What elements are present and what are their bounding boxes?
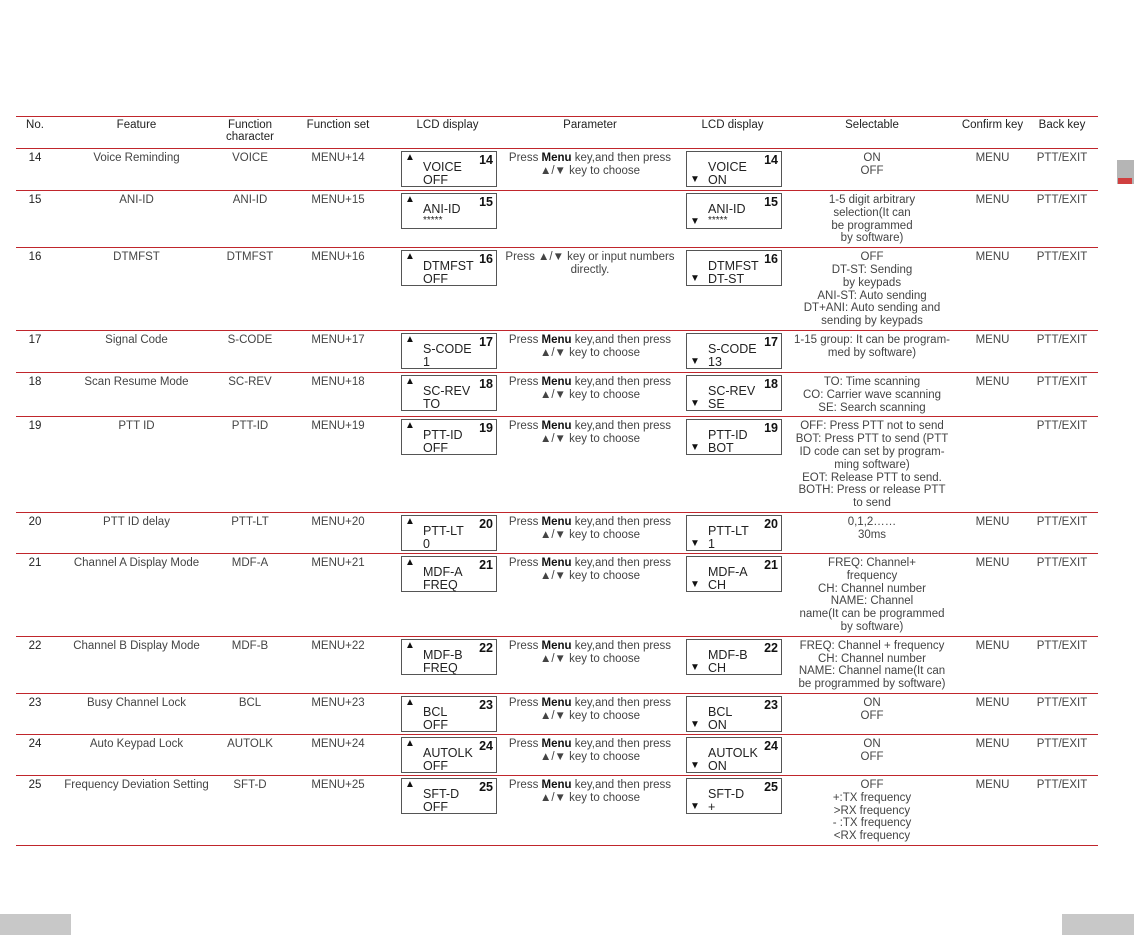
parameter-text: Press — [508, 696, 542, 709]
down-arrow-icon: ▼ — [690, 718, 700, 730]
header-lcd-display-2: LCD display — [701, 119, 764, 131]
parameter-key: Menu — [541, 556, 572, 569]
lcd-display — [401, 556, 497, 592]
parameter-text: Press — [508, 333, 542, 346]
cell-lcd-display-2 — [680, 149, 785, 191]
page-footer-right — [1062, 914, 1134, 935]
lcd-line-1: BCL — [708, 704, 733, 719]
cell-lcd-display-2 — [680, 693, 785, 734]
lcd-display — [686, 419, 782, 455]
up-arrow-icon: ▲ — [405, 375, 415, 387]
lcd-menu-number: 22 — [479, 640, 493, 655]
cell-back-key: PTT/EXIT — [1036, 152, 1088, 164]
parameter-text-rest: key,and then press ▲/▼ key to choose — [539, 696, 672, 722]
cell-feature: PTT ID delay — [103, 515, 170, 528]
parameter-text-rest: key,and then press ▲/▼ key to choose — [539, 152, 672, 177]
lcd-line-2: OFF — [423, 272, 448, 287]
cell-lcd-display — [395, 372, 500, 416]
header-parameter: Parameter — [563, 119, 617, 131]
cell-feature: Frequency Deviation Setting — [64, 778, 209, 791]
parameter-text: Press — [508, 420, 542, 433]
cell-back-key: PTT/EXIT — [1036, 420, 1088, 433]
lcd-line-2: ON — [708, 173, 727, 187]
lcd-line-2: OFF — [423, 717, 448, 732]
cell-confirm-key: MENU — [975, 556, 1010, 569]
down-arrow-icon: ▼ — [690, 273, 700, 285]
cell-no: 20 — [28, 515, 42, 528]
lcd-display — [686, 333, 782, 369]
cell-selectable: TO: Time scanning CO: Carrier wave scanning SE: Search scanning — [802, 375, 942, 414]
table-header-row — [16, 117, 1098, 149]
cell-lcd-display — [395, 775, 500, 845]
lcd-line-1: VOICE — [708, 160, 747, 174]
up-arrow-icon: ▲ — [405, 420, 415, 432]
cell-function-character: MDF-A — [231, 556, 269, 569]
parameter-text-rest: key,and then press ▲/▼ key to choose — [539, 515, 672, 541]
lcd-display — [401, 250, 497, 286]
parameter-key: Menu — [541, 515, 572, 528]
cell-back-key: PTT/EXIT — [1036, 778, 1088, 791]
cell-back-key: PTT/EXIT — [1036, 737, 1088, 750]
lcd-menu-number: 23 — [764, 697, 778, 712]
lcd-display — [686, 696, 782, 732]
down-arrow-icon: ▼ — [690, 537, 700, 549]
cell-feature: Auto Keypad Lock — [89, 737, 184, 750]
cell-lcd-display — [395, 149, 500, 191]
lcd-display — [401, 193, 497, 229]
cell-confirm-key — [959, 417, 1026, 513]
parameter-text-rest: key,and then press ▲/▼ key to choose — [539, 556, 672, 582]
cell-function-character: MDF-B — [231, 639, 269, 652]
lcd-line-1: PTT-LT — [708, 523, 749, 538]
cell-lcd-display-2 — [680, 417, 785, 513]
cell-no: 15 — [28, 194, 42, 206]
parameter-key: Menu — [541, 420, 572, 433]
cell-selectable: 1-15 group: It can be program- med by software) — [794, 333, 950, 359]
parameter-text: Press — [508, 639, 542, 652]
cell-lcd-display — [395, 417, 500, 513]
lcd-display — [686, 778, 782, 814]
lcd-line-2: ON — [708, 758, 727, 773]
lcd-menu-number: 20 — [764, 516, 778, 531]
lcd-menu-number: 22 — [764, 640, 778, 655]
table-row — [16, 417, 1098, 513]
lcd-display — [686, 250, 782, 286]
table-row — [16, 191, 1098, 248]
parameter-text: Press — [508, 152, 542, 164]
lcd-line-1: SC-REV — [423, 383, 471, 398]
parameter-key: Menu — [541, 737, 572, 750]
parameter-key: Menu — [541, 696, 572, 709]
cell-feature: Signal Code — [105, 333, 168, 346]
cell-feature: Scan Resume Mode — [84, 375, 189, 388]
cell-back-key: PTT/EXIT — [1036, 696, 1088, 709]
cell-lcd-display — [395, 553, 500, 636]
cell-confirm-key: MENU — [975, 515, 1010, 528]
lcd-line-1: PTT-ID — [708, 428, 748, 443]
lcd-line-1: MDF-B — [423, 647, 463, 662]
lcd-display — [686, 639, 782, 675]
lcd-line-1: BCL — [423, 704, 448, 719]
cell-no: 22 — [28, 639, 42, 652]
cell-function-set: MENU+23 — [311, 696, 365, 709]
lcd-line-2: OFF — [423, 441, 448, 456]
cell-parameter — [500, 191, 680, 248]
cell-function-set: MENU+14 — [311, 152, 365, 164]
cell-confirm-key: MENU — [975, 639, 1010, 652]
lcd-menu-number: 16 — [764, 252, 778, 267]
table-row — [16, 693, 1098, 734]
lcd-display — [686, 151, 782, 187]
table-row — [16, 734, 1098, 775]
cell-feature: Busy Channel Lock — [86, 696, 187, 709]
cell-feature: Channel B Display Mode — [73, 639, 200, 652]
cell-parameter — [500, 775, 680, 845]
lcd-line-1: VOICE — [423, 160, 462, 174]
down-arrow-icon: ▼ — [690, 800, 700, 812]
parameter-text: Press ▲/▼ key or input numbers directly. — [505, 251, 675, 276]
table-row — [16, 553, 1098, 636]
cell-feature: DTMFST — [113, 251, 160, 264]
cell-no: 21 — [28, 556, 42, 569]
lcd-menu-number: 14 — [764, 153, 778, 167]
lcd-display — [686, 193, 782, 229]
up-arrow-icon: ▲ — [405, 194, 415, 205]
lcd-menu-number: 15 — [479, 195, 493, 209]
cell-confirm-key: MENU — [975, 696, 1010, 709]
cell-lcd-display — [395, 191, 500, 248]
lcd-line-2: CH — [708, 577, 727, 592]
lcd-line-1: DTMFST — [423, 259, 474, 274]
cell-no: 24 — [28, 737, 42, 750]
table-row — [16, 248, 1098, 331]
parameter-text-rest: key,and then press ▲/▼ key to choose — [539, 375, 672, 401]
down-arrow-icon: ▼ — [690, 355, 700, 367]
cell-parameter — [500, 553, 680, 636]
lcd-display — [686, 515, 782, 551]
cell-function-set: MENU+20 — [311, 515, 365, 528]
cell-lcd-display — [395, 330, 500, 372]
lcd-display — [401, 737, 497, 773]
up-arrow-icon: ▲ — [405, 515, 415, 527]
lcd-line-2: 13 — [708, 354, 722, 369]
cell-function-set: MENU+16 — [311, 251, 365, 264]
up-arrow-icon: ▲ — [405, 152, 415, 163]
lcd-line-1: PTT-ID — [423, 428, 463, 443]
cell-back-key: PTT/EXIT — [1036, 375, 1088, 388]
table-row — [16, 330, 1098, 372]
cell-no: 16 — [28, 251, 42, 264]
lcd-menu-number: 19 — [764, 421, 778, 436]
cell-selectable: ON OFF — [860, 737, 884, 763]
lcd-menu-number: 18 — [479, 376, 493, 391]
cell-confirm-key: MENU — [975, 375, 1010, 388]
up-arrow-icon: ▲ — [405, 556, 415, 568]
lcd-menu-number: 17 — [479, 334, 493, 349]
lcd-line-2: DT-ST — [708, 272, 745, 287]
lcd-line-2: FREQ — [423, 577, 458, 592]
lcd-line-2: CH — [708, 660, 727, 675]
cell-parameter — [500, 248, 680, 331]
parameter-text: Press — [508, 515, 542, 528]
lcd-line-1: S-CODE — [708, 341, 757, 356]
table-row — [16, 636, 1098, 693]
cell-function-character: SFT-D — [233, 778, 267, 791]
header-function-set: Function set — [306, 119, 370, 131]
lcd-line-2: 1 — [708, 536, 715, 551]
header-no: No. — [26, 119, 44, 131]
cell-confirm-key: MENU — [975, 251, 1010, 264]
lcd-display — [401, 778, 497, 814]
cell-selectable: OFF: Press PTT not to send BOT: Press PTT to send (PTT ID code can set by program- ming software) EOT: Release PTT to send. BOTH: Press or release PTT to send — [795, 420, 949, 510]
down-arrow-icon: ▼ — [690, 174, 700, 185]
table-row — [16, 149, 1098, 191]
cell-function-set: MENU+25 — [311, 778, 365, 791]
header-function-character: Function character — [226, 119, 274, 143]
cell-function-set: MENU+22 — [311, 639, 365, 652]
down-arrow-icon: ▼ — [690, 216, 700, 227]
lcd-line-1: SFT-D — [423, 786, 460, 801]
lcd-menu-number: 25 — [479, 779, 493, 794]
cell-confirm-key: MENU — [975, 152, 1010, 164]
cell-parameter — [500, 512, 680, 553]
lcd-menu-number: 25 — [764, 779, 778, 794]
parameter-key: Menu — [541, 333, 572, 346]
lcd-display — [401, 419, 497, 455]
lcd-display — [401, 333, 497, 369]
parameter-text: Press — [508, 375, 542, 388]
cell-function-character: ANI-ID — [232, 194, 268, 206]
parameter-text: Press — [508, 556, 542, 569]
lcd-line-2: ***** — [423, 215, 443, 226]
lcd-display — [686, 737, 782, 773]
cell-parameter — [500, 149, 680, 191]
cell-back-key: PTT/EXIT — [1036, 515, 1088, 528]
lcd-menu-number: 18 — [764, 376, 778, 391]
lcd-menu-number: 23 — [479, 697, 493, 712]
down-arrow-icon: ▼ — [690, 397, 700, 409]
cell-function-character: S-CODE — [227, 333, 273, 346]
lcd-menu-number: 24 — [479, 738, 493, 753]
cell-confirm-key: MENU — [975, 194, 1010, 206]
parameter-text-rest: key,and then press ▲/▼ key to choose — [539, 420, 672, 446]
cell-lcd-display — [395, 734, 500, 775]
cell-function-set: MENU+15 — [311, 194, 365, 206]
flag-icon — [1118, 178, 1132, 184]
parameter-text-rest: key,and then press ▲/▼ key to choose — [539, 333, 672, 359]
cell-lcd-display-2 — [680, 734, 785, 775]
cell-no: 18 — [28, 375, 42, 388]
cell-function-character: PTT-LT — [231, 515, 269, 528]
lcd-display — [401, 696, 497, 732]
up-arrow-icon: ▲ — [405, 251, 415, 263]
parameter-text: Press — [508, 778, 542, 791]
lcd-line-2: ***** — [708, 215, 728, 226]
table-row — [16, 372, 1098, 416]
lcd-line-1: ANI-ID — [423, 202, 461, 216]
lcd-line-1: MDF-A — [708, 564, 748, 579]
lcd-display — [686, 375, 782, 411]
cell-confirm-key: MENU — [975, 778, 1010, 791]
cell-selectable: 1-5 digit arbitrary selection(It can be programmed by software) — [828, 194, 916, 245]
page-footer-left — [0, 914, 71, 935]
cell-lcd-display — [395, 248, 500, 331]
cell-feature: Voice Reminding — [93, 152, 180, 164]
lcd-line-1: SC-REV — [708, 383, 756, 398]
lcd-line-2: 0 — [423, 536, 430, 551]
lcd-line-1: ANI-ID — [708, 202, 746, 216]
parameter-text-rest: key,and then press ▲/▼ key to choose — [539, 639, 672, 665]
cell-lcd-display-2 — [680, 553, 785, 636]
lcd-menu-number: 14 — [479, 153, 493, 167]
cell-back-key: PTT/EXIT — [1036, 639, 1088, 652]
cell-back-key: PTT/EXIT — [1036, 194, 1088, 206]
parameter-key: Menu — [541, 639, 572, 652]
cell-function-character: BCL — [238, 696, 262, 709]
cell-parameter — [500, 693, 680, 734]
lcd-line-2: OFF — [423, 173, 448, 187]
cell-no: 23 — [28, 696, 42, 709]
cell-parameter — [500, 330, 680, 372]
lcd-menu-number: 19 — [479, 421, 493, 436]
cell-selectable: FREQ: Channel+ frequency CH: Channel number NAME: Channel name(It can be programmed by software) — [799, 556, 945, 633]
lcd-line-2: TO — [423, 396, 441, 411]
cell-function-character: SC-REV — [228, 375, 272, 388]
lcd-display — [686, 556, 782, 592]
cell-no: 14 — [28, 152, 42, 164]
header-back-key: Back key — [1038, 119, 1086, 131]
cell-lcd-display-2 — [680, 636, 785, 693]
down-arrow-icon: ▼ — [690, 661, 700, 673]
parameter-text: Press — [508, 737, 542, 750]
cell-function-character: PTT-ID — [231, 420, 269, 433]
cell-lcd-display-2 — [680, 330, 785, 372]
cell-back-key: PTT/EXIT — [1036, 333, 1088, 346]
lcd-menu-number: 17 — [764, 334, 778, 349]
lcd-display — [401, 151, 497, 187]
menu-function-table — [16, 116, 1098, 846]
lcd-line-2: + — [708, 799, 716, 814]
cell-lcd-display — [395, 693, 500, 734]
cell-selectable: OFF DT-ST: Sending by keypads ANI-ST: Auto sending DT+ANI: Auto sending and sending by keypads — [803, 251, 941, 328]
cell-no: 25 — [28, 778, 42, 791]
lcd-display — [401, 515, 497, 551]
cell-no: 17 — [28, 333, 42, 346]
cell-back-key: PTT/EXIT — [1036, 556, 1088, 569]
cell-lcd-display-2 — [680, 512, 785, 553]
down-arrow-icon: ▼ — [690, 578, 700, 590]
lcd-line-1: AUTOLK — [423, 745, 473, 760]
cell-selectable: 0,1,2…… 30ms — [847, 515, 897, 541]
down-arrow-icon: ▼ — [690, 442, 700, 454]
cell-selectable: ON OFF — [860, 152, 884, 177]
cell-confirm-key: MENU — [975, 333, 1010, 346]
up-arrow-icon: ▲ — [405, 778, 415, 790]
cell-function-character: AUTOLK — [227, 737, 273, 750]
lcd-menu-number: 21 — [764, 557, 778, 572]
lcd-line-2: OFF — [423, 758, 448, 773]
cell-function-character: VOICE — [232, 152, 268, 164]
cell-parameter — [500, 417, 680, 513]
header-selectable: Selectable — [845, 119, 899, 131]
cell-parameter — [500, 372, 680, 416]
cell-lcd-display-2 — [680, 775, 785, 845]
cell-parameter — [500, 636, 680, 693]
cell-function-set: MENU+18 — [311, 375, 365, 388]
cell-selectable: OFF +:TX frequency >RX frequency - :TX frequency <RX frequency — [832, 778, 912, 843]
lcd-line-2: SE — [708, 396, 725, 411]
parameter-key: Menu — [541, 778, 572, 791]
lcd-line-2: ON — [708, 717, 727, 732]
up-arrow-icon: ▲ — [405, 639, 415, 651]
cell-confirm-key: MENU — [975, 737, 1010, 750]
cell-lcd-display — [395, 512, 500, 553]
up-arrow-icon: ▲ — [405, 696, 415, 708]
lcd-line-1: SFT-D — [708, 786, 745, 801]
lcd-menu-number: 24 — [764, 738, 778, 753]
cell-function-set: MENU+21 — [311, 556, 365, 569]
cell-parameter — [500, 734, 680, 775]
header-confirm-key: Confirm key — [961, 119, 1024, 131]
cell-selectable: ON OFF — [860, 696, 884, 722]
down-arrow-icon: ▼ — [690, 759, 700, 771]
cell-function-set: MENU+19 — [311, 420, 365, 433]
lcd-line-2: BOT — [708, 441, 734, 456]
table-row — [16, 775, 1098, 845]
header-feature: Feature — [116, 119, 157, 131]
lcd-line-1: S-CODE — [423, 341, 472, 356]
lcd-line-1: AUTOLK — [708, 745, 758, 760]
lcd-display — [401, 639, 497, 675]
lcd-menu-number: 15 — [764, 195, 778, 209]
table-row — [16, 512, 1098, 553]
parameter-text-rest: key,and then press ▲/▼ key to choose — [539, 737, 672, 763]
cell-function-character: DTMFST — [226, 251, 274, 264]
lcd-line-1: PTT-LT — [423, 523, 464, 538]
parameter-key: Menu — [541, 375, 572, 388]
lcd-menu-number: 16 — [479, 252, 493, 267]
cell-feature: ANI-ID — [119, 194, 154, 206]
cell-lcd-display-2 — [680, 191, 785, 248]
lcd-line-1: MDF-B — [708, 647, 748, 662]
parameter-text-rest: key,and then press ▲/▼ key to choose — [539, 778, 672, 804]
cell-no: 19 — [28, 420, 42, 433]
lcd-line-2: OFF — [423, 799, 448, 814]
up-arrow-icon: ▲ — [405, 737, 415, 749]
lcd-line-2: FREQ — [423, 660, 458, 675]
cell-feature: PTT ID — [118, 420, 155, 433]
parameter-key: Menu — [541, 152, 572, 164]
lcd-display — [401, 375, 497, 411]
lcd-line-2: 1 — [423, 354, 430, 369]
lcd-line-1: MDF-A — [423, 564, 463, 579]
cell-lcd-display-2 — [680, 372, 785, 416]
cell-lcd-display-2 — [680, 248, 785, 331]
header-lcd-display: LCD display — [416, 119, 479, 131]
lcd-menu-number: 21 — [479, 557, 493, 572]
cell-selectable: FREQ: Channel + frequency CH: Channel number NAME: Channel name(It can be programmed by software) — [798, 639, 946, 691]
cell-function-set: MENU+24 — [311, 737, 365, 750]
lcd-line-1: DTMFST — [708, 259, 759, 274]
cell-back-key: PTT/EXIT — [1036, 251, 1088, 264]
lcd-menu-number: 20 — [479, 516, 493, 531]
cell-feature: Channel A Display Mode — [73, 556, 200, 569]
cell-function-set: MENU+17 — [311, 333, 365, 346]
up-arrow-icon: ▲ — [405, 333, 415, 345]
cell-lcd-display — [395, 636, 500, 693]
